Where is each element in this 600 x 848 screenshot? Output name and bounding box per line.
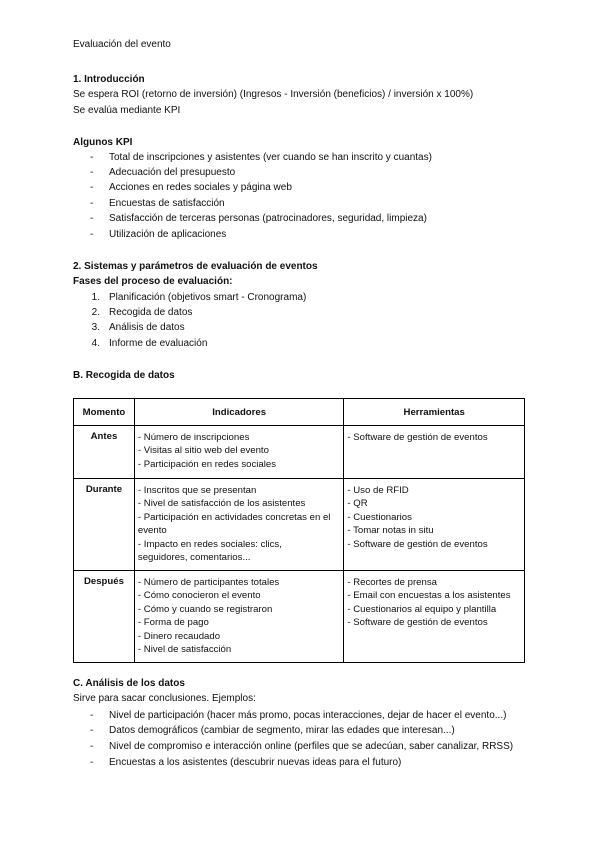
section-1-title: 1. Introducción bbox=[73, 74, 145, 85]
moment-cell: Durante bbox=[74, 479, 135, 571]
dash-bullet: - bbox=[90, 167, 94, 178]
table-row bbox=[74, 571, 525, 663]
phases-subtitle: Fases del proceso de evaluación: bbox=[73, 276, 233, 287]
column-header-herramientas: Herramientas bbox=[344, 399, 525, 426]
column-header-momento: Momento bbox=[74, 399, 135, 426]
dash-bullet: - bbox=[90, 229, 94, 240]
dash-bullet: - bbox=[90, 213, 94, 224]
dash-bullet: - bbox=[90, 741, 94, 752]
indicators-cell: - Inscritos que se presentan - Nivel de satisfacción de los asistentes - Participación en actividades concretas en el evento - Impacto en redes sociales: clics, seguidores, comentarios... bbox=[134, 479, 343, 571]
kpi-title: Algunos KPI bbox=[73, 137, 133, 148]
column-header-indicadores: Indicadores bbox=[134, 399, 343, 426]
table-row bbox=[74, 426, 525, 479]
dash-bullet: - bbox=[90, 757, 94, 768]
kpi-intro-line: Se evalúa mediante KPI bbox=[73, 105, 181, 116]
moment-cell: Después bbox=[74, 571, 135, 663]
dash-bullet: - bbox=[90, 152, 94, 163]
section-c-intro: Sirve para sacar conclusiones. Ejemplos: bbox=[73, 693, 256, 704]
section-2-title: 2. Sistemas y parámetros de evaluación de eventos bbox=[73, 261, 318, 272]
table-row bbox=[74, 479, 525, 571]
indicators-cell: - Número de inscripciones - Visitas al sitio web del evento - Participación en redes sociales bbox=[134, 426, 343, 479]
roi-line: Se espera ROI (retorno de inversión) (Ingresos - Inversión (beneficios) / inversión x 100%) bbox=[73, 89, 474, 100]
tools-cell: - Recortes de prensa - Email con encuestas a los asistentes - Cuestionarios al equipo y plantilla - Software de gestión de eventos bbox=[344, 571, 525, 663]
table-header-row bbox=[74, 399, 525, 426]
dash-bullet: - bbox=[90, 710, 94, 721]
moment-cell: Antes bbox=[74, 426, 135, 479]
document-header: Evaluación del evento bbox=[73, 39, 171, 50]
tools-cell: - Software de gestión de eventos bbox=[344, 426, 525, 479]
document-page: Evaluación del evento 1. Introducción Se espera ROI (retorno de inversión) (Ingresos - Inversión (beneficios) / inversión x 100%) Se evalúa mediante KPI Algunos KPI - Total de inscripciones y asistentes (ver cuando se han inscrito y cuantas) - Adecuación del presupuesto - Acciones en redes sociales y página web - Encuestas de satisfacción - Satisfacción de terceras personas (patrocinadores, seguridad, limpieza) - Utilización de aplicaciones 2. Sistemas y parámetros de evaluación de eventos Fases del proceso de evaluación: 1. Planificación (objetivos smart - Cronograma) 2. Recogida de datos 3. Análisis de datos 4. Informe de evaluación B. Recogida de datos Momento Indicadores Herramientas Antes - Número de inscripciones - Visitas al sitio web del evento - Participación en redes sociales - Software de gestión de eventos Durante - Inscritos que se presentan - Nivel de satisfacción de los asistentes - Participación en actividades concretas en el evento - Impacto en redes sociales: clics, seguidores, comentarios... - Uso de RFID - QR - Cuestionarios - Tomar notas in situ - Software de gestión de eventos Después - Número de participantes totales - Cómo conocieron el evento - Cómo y cuando se registraron - Forma de pago - Dinero recaudado - Nivel de satisfacción - Recortes de prensa - Email con encuestas a los asistentes - Cuestionarios al equipo y plantilla - Software de gestión de eventos C. Análisis de los datos Sirve para sacar conclusiones. Ejemplos: - Nivel de participación (hacer más promo, pocas interacciones, dejar de hacer el evento...) - Datos demográficos (cambiar de segmento, mirar las edades que interesan...) - Nivel de compromiso e interacción online (perfiles que se adecúan, saber canalizar, RRSS) - Encuestas a los asistentes (descubrir nuevas ideas para el futuro) bbox=[0, 0, 600, 848]
dash-bullet: - bbox=[90, 725, 94, 736]
section-c-title: C. Análisis de los datos bbox=[73, 678, 185, 689]
data-collection-table bbox=[73, 398, 525, 663]
tools-cell: - Uso de RFID - QR - Cuestionarios - Tomar notas in situ - Software de gestión de eventos bbox=[344, 479, 525, 571]
section-b-title: B. Recogida de datos bbox=[73, 370, 175, 381]
indicators-cell: - Número de participantes totales - Cómo conocieron el evento - Cómo y cuando se registraron - Forma de pago - Dinero recaudado - Nivel de satisfacción bbox=[134, 571, 343, 663]
dash-bullet: - bbox=[90, 182, 94, 193]
dash-bullet: - bbox=[90, 198, 94, 209]
